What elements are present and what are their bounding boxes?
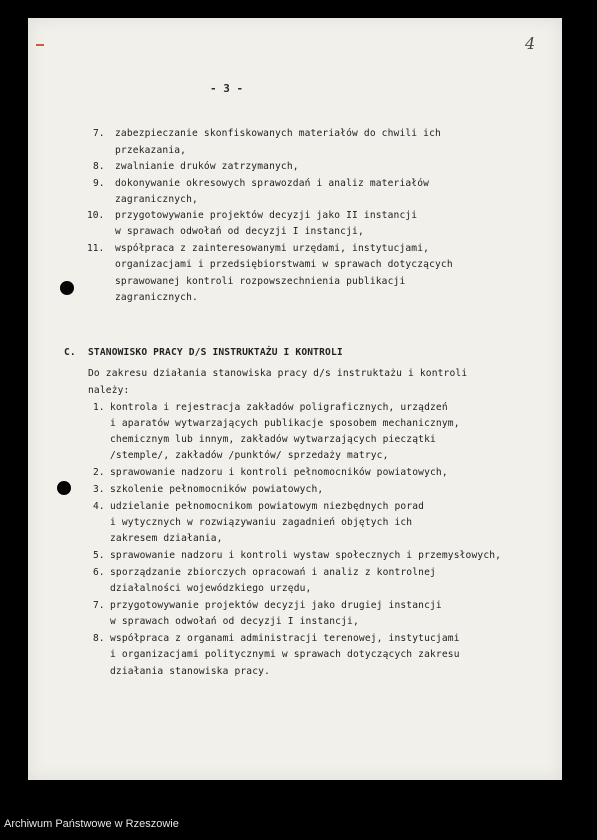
section-intro-line: należy: xyxy=(88,385,130,396)
list-item-line: szkolenie pełnomocników powiatowych, xyxy=(110,484,324,495)
list-number: 8. xyxy=(93,633,105,644)
list-number: 11. xyxy=(87,243,105,254)
section-letter: C. xyxy=(64,347,76,358)
list-item-line: w sprawach odwołań od decyzji I instancji, xyxy=(115,226,364,237)
list-item-line: współpraca z zainteresowanymi urzędami, instytucjami, xyxy=(115,243,430,254)
list-number: 8. xyxy=(93,161,105,172)
corner-mark xyxy=(36,44,44,46)
list-item-line: kontrola i rejestracja zakładów poligraficznych, urządzeń xyxy=(110,402,448,413)
list-item-line: sprawowanej kontroli rozpowszechnienia publikacji xyxy=(115,276,406,287)
list-number: 5. xyxy=(93,550,105,561)
list-number: 10. xyxy=(87,210,105,221)
page-header: - 3 - xyxy=(210,82,244,95)
list-item-line: udzielanie pełnomocnikom powiatowym niezbędnych porad xyxy=(110,501,425,512)
list-item-line: działania stanowiska pracy. xyxy=(110,666,270,677)
list-number: 1. xyxy=(93,402,105,413)
list-item-line: /stemple/, zakładów /punktów/ sprzedaży matryc, xyxy=(110,450,389,461)
list-number: 6. xyxy=(93,567,105,578)
list-item-line: i wytycznych w rozwiązywaniu zagadnień objętych ich xyxy=(110,517,413,528)
list-item-line: w sprawach odwołań od decyzji I instancji, xyxy=(110,616,359,627)
list-item-line: organizacjami i przedsiębiorstwami w sprawach dotyczących xyxy=(115,259,453,270)
list-item-line: i aparatów wytwarzających publikacje sposobem mechanicznym, xyxy=(110,418,460,429)
list-item-line: zagranicznych. xyxy=(115,292,198,303)
list-item-line: sprawowanie nadzoru i kontroli pełnomocników powiatowych, xyxy=(110,467,448,478)
list-number: 7. xyxy=(93,128,105,139)
section-title: STANOWISKO PRACY D/S INSTRUKTAŻU I KONTROLI xyxy=(88,347,343,358)
list-item-line: zwalnianie druków zatrzymanych, xyxy=(115,161,299,172)
list-item-line: przygotowywanie projektów decyzji jako drugiej instancji xyxy=(110,600,442,611)
archive-footer-label: Archiwum Państwowe w Rzeszowie xyxy=(4,818,179,830)
list-number: 4. xyxy=(93,501,105,512)
list-item-line: sprawowanie nadzoru i kontroli wystaw społecznych i przemysłowych, xyxy=(110,550,502,561)
list-item-line: i organizacjami politycznymi w sprawach dotyczących zakresu xyxy=(110,649,460,660)
list-item-line: zagranicznych, xyxy=(115,194,198,205)
punch-hole-top xyxy=(60,281,74,295)
list-item-line: przekazania, xyxy=(115,145,187,156)
list-item-line: dokonywanie okresowych sprawozdań i analiz materiałów xyxy=(115,178,430,189)
list-item-line: zabezpieczanie skonfiskowanych materiałów do chwili ich xyxy=(115,128,441,139)
list-item-line: współpraca z organami administracji terenowej, instytucjami xyxy=(110,633,460,644)
list-number: 2. xyxy=(93,467,105,478)
section-intro-line: Do zakresu działania stanowiska pracy d/s instruktażu i kontroli xyxy=(88,368,468,379)
punch-hole-bottom xyxy=(57,481,71,495)
list-item-line: zakresem działania, xyxy=(110,533,223,544)
list-number: 9. xyxy=(93,178,105,189)
list-item-line: działalności wojewódzkiego urzędu, xyxy=(110,583,312,594)
list-number: 7. xyxy=(93,600,105,611)
handwritten-page-number: 4 xyxy=(525,34,536,53)
list-item-line: chemicznym lub innym, zakładów wytwarzających pieczątki xyxy=(110,434,436,445)
list-item-line: przygotowywanie projektów decyzji jako II instancji xyxy=(115,210,418,221)
list-number: 3. xyxy=(93,484,105,495)
list-item-line: sporządzanie zbiorczych opracowań i analiz z kontrolnej xyxy=(110,567,436,578)
